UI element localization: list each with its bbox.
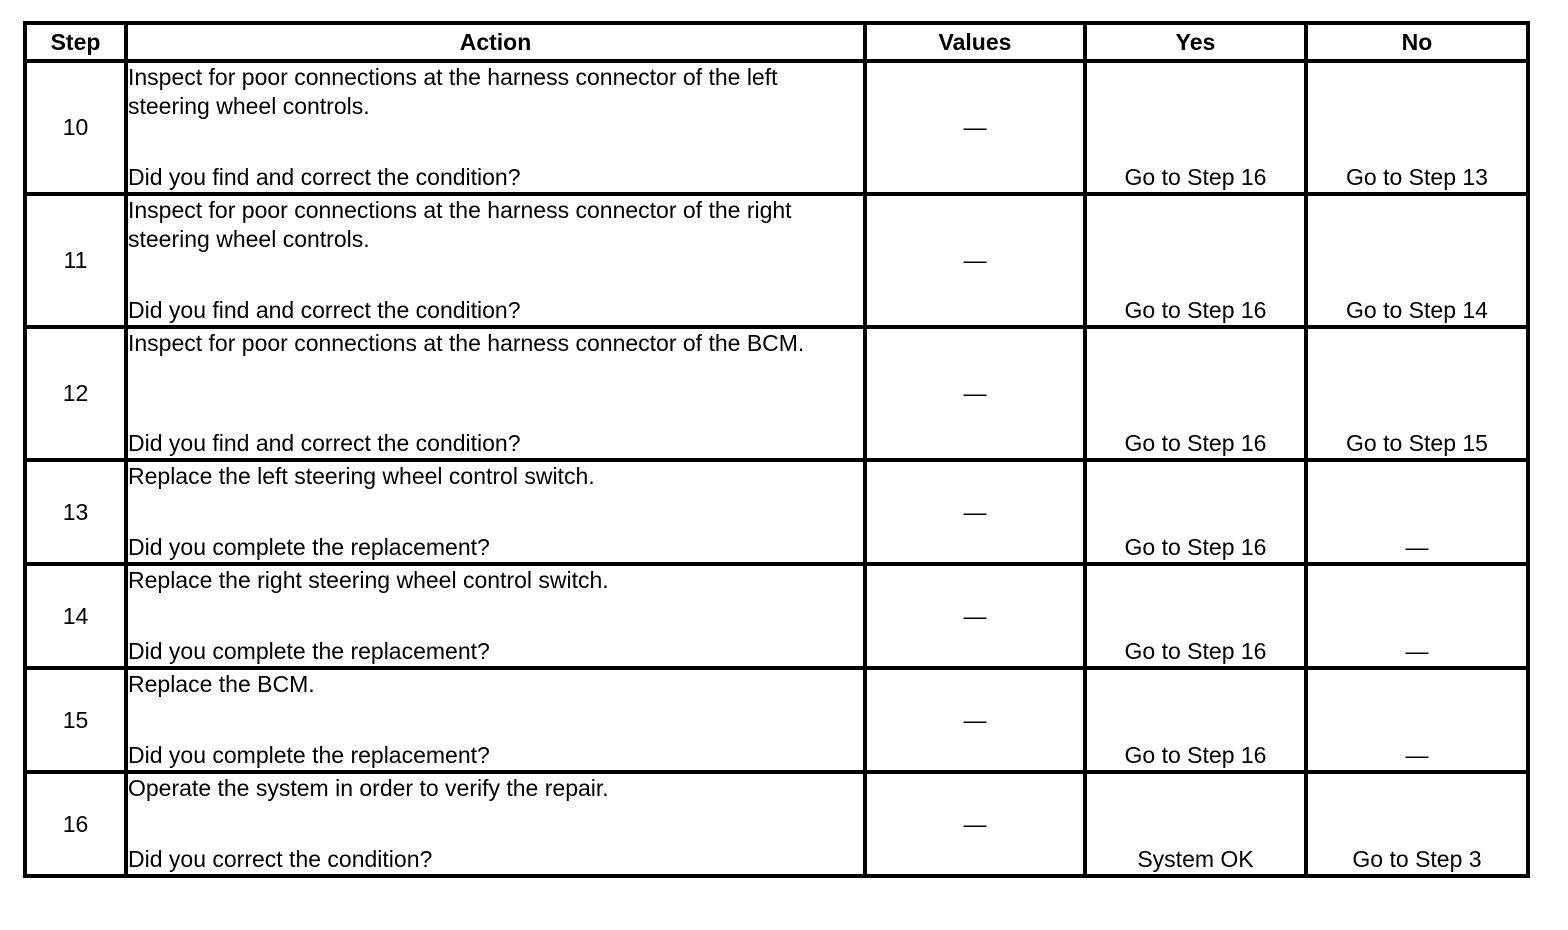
yes-result: Go to Step 16 [1085,327,1306,460]
table-row [25,564,1528,668]
values-cell: — [865,564,1085,668]
diagnostic-table [23,21,1530,878]
values-cell: — [865,327,1085,460]
table-row [25,668,1528,772]
action-instruction: Replace the BCM. [128,671,315,697]
header-step: Step [25,23,126,61]
values-cell: — [865,61,1085,194]
step-number: 11 [25,194,126,327]
step-number: 10 [25,61,126,194]
action-instruction: Replace the left steering wheel control switch. [128,463,595,489]
yes-result: Go to Step 16 [1085,668,1306,772]
action-question: Did you find and correct the condition? [128,430,521,456]
action-cell [126,772,865,876]
values-cell: — [865,460,1085,564]
header-yes: Yes [1085,23,1306,61]
values-cell: — [865,194,1085,327]
table-row [25,61,1528,194]
action-question: Did you complete the replacement? [128,742,490,768]
no-result: — [1306,460,1528,564]
table-row [25,460,1528,564]
action-cell [126,564,865,668]
action-instruction: Operate the system in order to verify the repair. [128,775,609,801]
action-question: Did you complete the replacement? [128,638,490,664]
header-values: Values [865,23,1085,61]
no-result: — [1306,668,1528,772]
table-row [25,327,1528,460]
values-cell: — [865,772,1085,876]
action-cell [126,668,865,772]
values-cell: — [865,668,1085,772]
yes-result: Go to Step 16 [1085,564,1306,668]
no-result: Go to Step 3 [1306,772,1528,876]
action-question: Did you correct the condition? [128,846,433,872]
action-cell [126,460,865,564]
action-instruction: Inspect for poor connections at the harness connector of the left steering wheel controls. [128,64,778,119]
no-result: — [1306,564,1528,668]
header-action: Action [126,23,865,61]
yes-result: System OK [1085,772,1306,876]
action-question: Did you find and correct the condition? [128,297,521,323]
table-row [25,194,1528,327]
no-result: Go to Step 15 [1306,327,1528,460]
yes-result: Go to Step 16 [1085,460,1306,564]
action-instruction: Replace the right steering wheel control switch. [128,567,609,593]
header-no: No [1306,23,1528,61]
step-number: 15 [25,668,126,772]
step-number: 13 [25,460,126,564]
yes-result: Go to Step 16 [1085,194,1306,327]
table-row [25,772,1528,876]
no-result: Go to Step 13 [1306,61,1528,194]
step-number: 12 [25,327,126,460]
action-instruction: Inspect for poor connections at the harness connector of the BCM. [128,330,805,356]
action-instruction: Inspect for poor connections at the harness connector of the right steering wheel controls. [128,197,792,252]
action-cell [126,327,865,460]
action-cell [126,194,865,327]
action-question: Did you complete the replacement? [128,534,490,560]
step-number: 16 [25,772,126,876]
no-result: Go to Step 14 [1306,194,1528,327]
yes-result: Go to Step 16 [1085,61,1306,194]
action-cell [126,61,865,194]
step-number: 14 [25,564,126,668]
header-row [25,23,1528,61]
action-question: Did you find and correct the condition? [128,164,521,190]
